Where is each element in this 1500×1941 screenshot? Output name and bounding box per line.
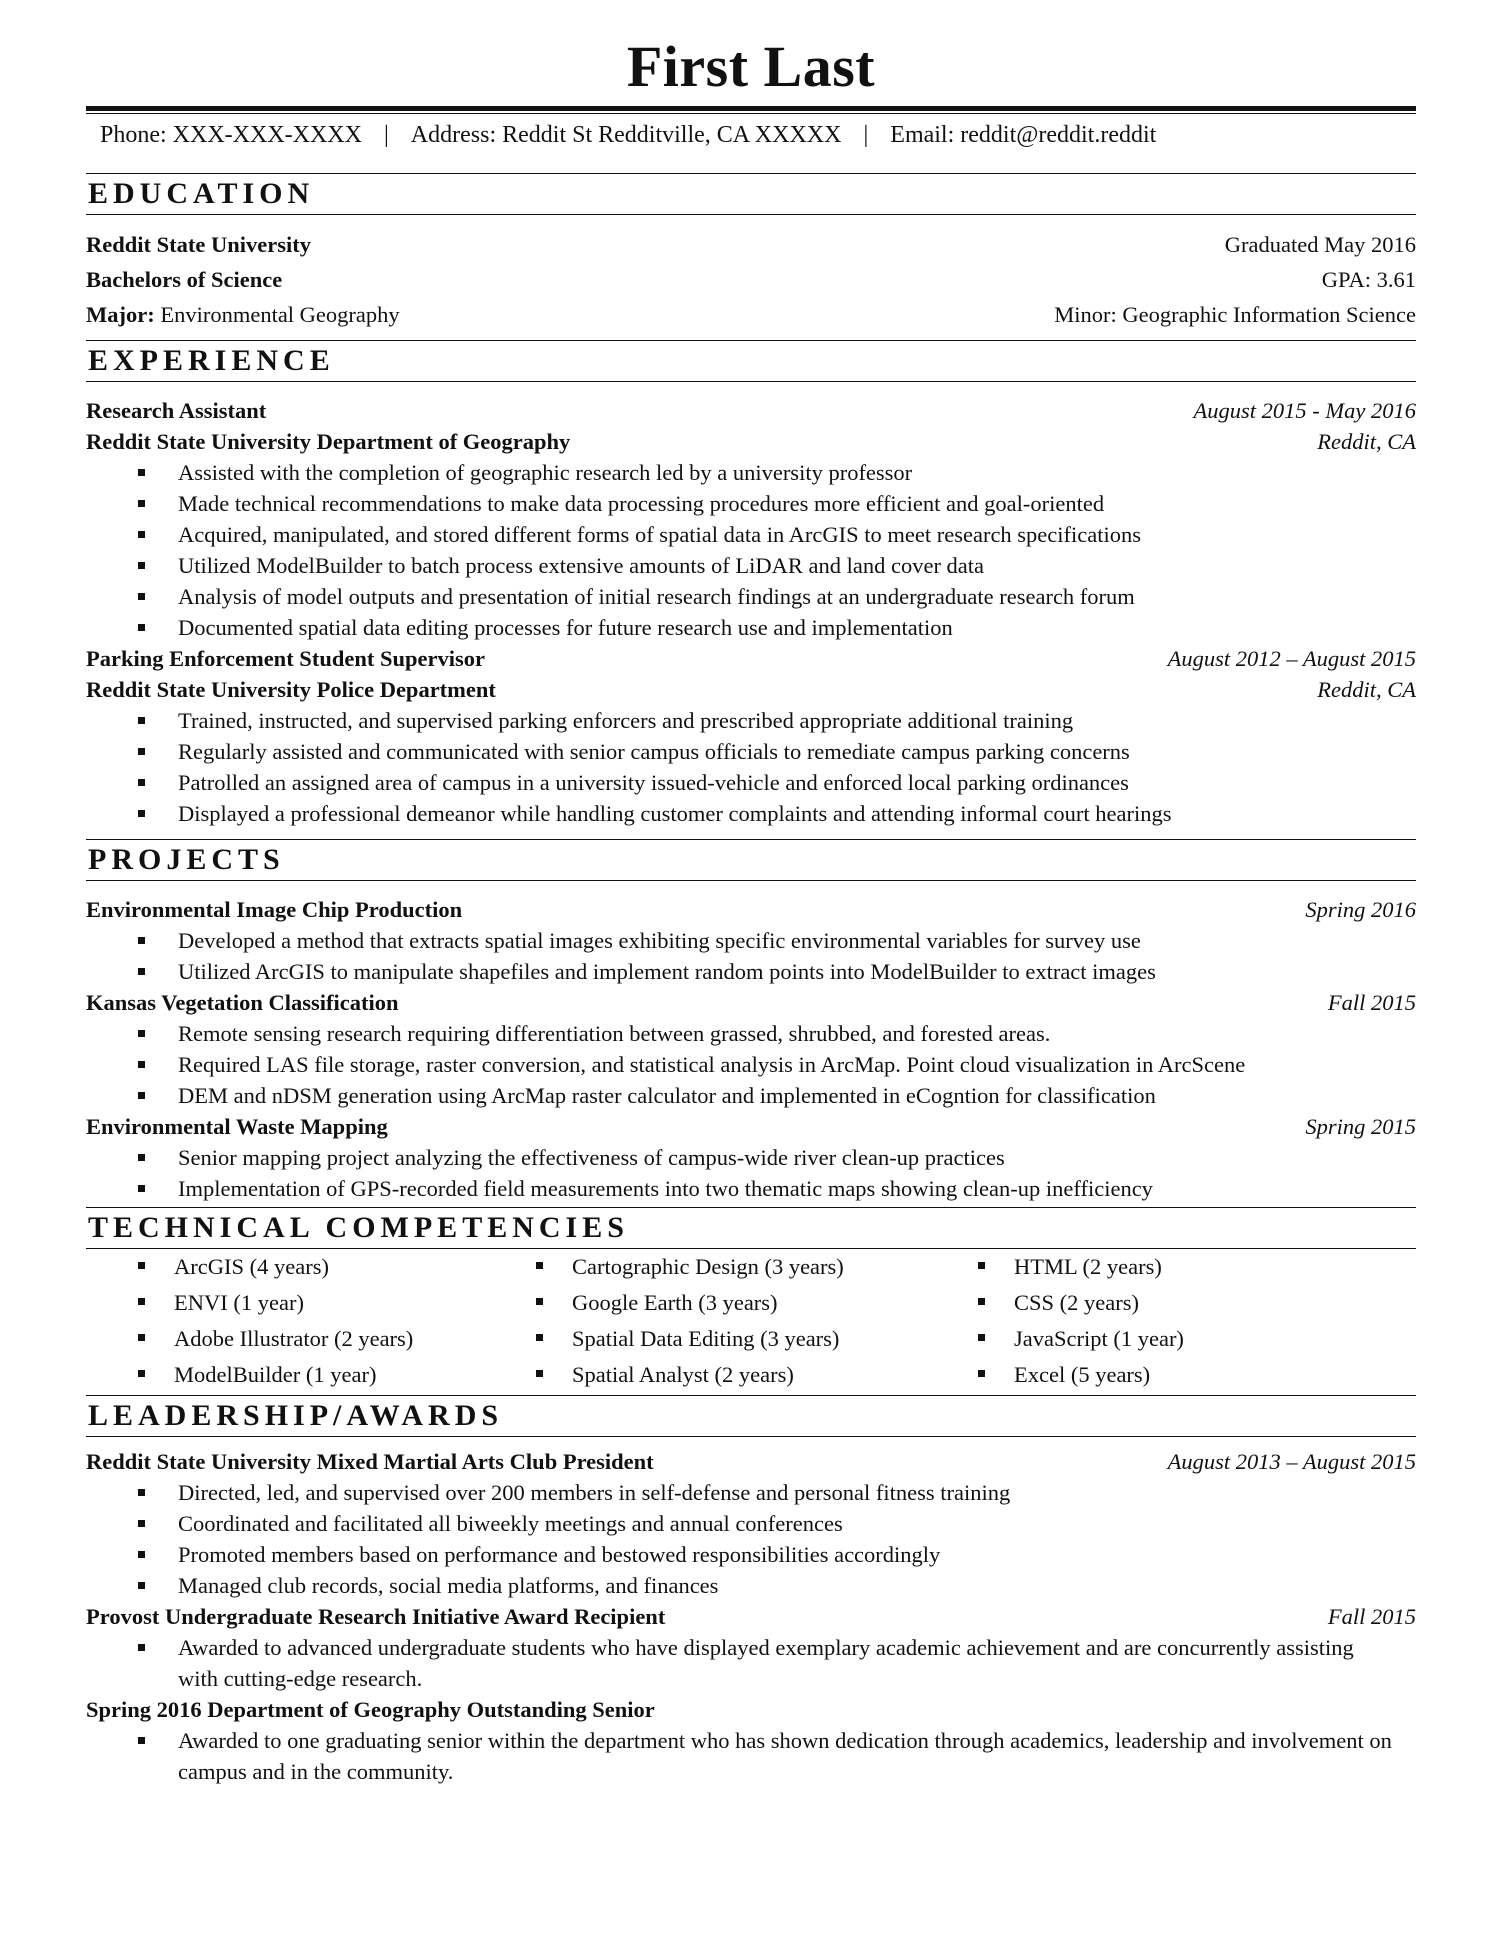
project-dates: Fall 2015 <box>1327 990 1416 1015</box>
education-row <box>86 262 1416 297</box>
award-title: Spring 2016 Department of Geography Outstanding Senior <box>86 1697 655 1722</box>
minor: Minor: Geographic Information Science <box>1054 302 1416 327</box>
project-title: Environmental Image Chip Production <box>86 897 463 922</box>
list-item: Google Earth (3 years) <box>528 1285 970 1321</box>
list-item: Remote sensing research requiring differentiation between grassed, shrubbed, and forested areas. <box>86 1018 1416 1049</box>
experience-section <box>86 340 1416 829</box>
list-item: Assisted with the completion of geographic research led by a university professor <box>86 457 1416 488</box>
list-item: Awarded to one graduating senior within the department who has shown dedication through academics, leadership and involvement on campus and in the community. <box>86 1725 1416 1787</box>
list-item: Coordinated and facilitated all biweekly meetings and annual conferences <box>86 1508 1416 1539</box>
project-dates: Spring 2015 <box>1305 1114 1416 1139</box>
list-item: Patrolled an assigned area of campus in a university issued-vehicle and enforced local parking ordinances <box>86 767 1416 798</box>
job-org-row <box>86 674 1416 705</box>
project-row <box>86 894 1416 925</box>
list-item: Implementation of GPS-recorded field measurements into two thematic maps showing clean-up inefficiency <box>86 1173 1416 1204</box>
phone: Phone: XXX-XXX-XXXX <box>100 122 362 148</box>
job-org-row <box>86 426 1416 457</box>
list-item: HTML (2 years) <box>970 1249 1412 1285</box>
list-item: JavaScript (1 year) <box>970 1321 1412 1357</box>
project-row <box>86 987 1416 1018</box>
contact-separator: | <box>863 122 869 148</box>
project-title: Kansas Vegetation Classification <box>86 990 399 1015</box>
education-section <box>86 173 1416 332</box>
list-item: Promoted members based on performance and bestowed responsibilities accordingly <box>86 1539 1416 1570</box>
job-title: Research Assistant <box>86 398 267 423</box>
list-item: Acquired, manipulated, and stored different forms of spatial data in ArcGIS to meet research specifications <box>86 519 1416 550</box>
competencies-section <box>86 1207 1416 1393</box>
leadership-heading: LEADERSHIP/AWARDS <box>86 1395 1416 1437</box>
list-item: Trained, instructed, and supervised parking enforcers and prescribed appropriate additional training <box>86 705 1416 736</box>
list-item: ArcGIS (4 years) <box>86 1249 528 1285</box>
list-item: Cartographic Design (3 years) <box>528 1249 970 1285</box>
major-label: Major: <box>86 302 155 327</box>
experience-heading: EXPERIENCE <box>86 340 1416 382</box>
list-item: ENVI (1 year) <box>86 1285 528 1321</box>
list-item: Spatial Data Editing (3 years) <box>528 1321 970 1357</box>
candidate-name: First Last <box>626 34 876 99</box>
job-dates: August 2015 - May 2016 <box>1193 398 1416 423</box>
award-row <box>86 1601 1416 1632</box>
award-bullets <box>86 1477 1416 1601</box>
project-title: Environmental Waste Mapping <box>86 1114 388 1139</box>
projects-section <box>86 839 1416 1204</box>
list-item: Displayed a professional demeanor while handling customer complaints and attending informal court hearings <box>86 798 1416 829</box>
job-location: Reddit, CA <box>1317 677 1416 702</box>
email: Email: reddit@reddit.reddit <box>890 122 1157 148</box>
list-item: Spatial Analyst (2 years) <box>528 1357 970 1393</box>
name-divider <box>86 106 1416 114</box>
award-row <box>86 1446 1416 1477</box>
award-dates: Fall 2015 <box>1327 1604 1416 1629</box>
job-title-row <box>86 395 1416 426</box>
award-title: Provost Undergraduate Research Initiative Award Recipient <box>86 1604 666 1629</box>
competencies-grid <box>86 1249 1416 1393</box>
job-org: Reddit State University Police Department <box>86 677 496 702</box>
award-dates: August 2013 – August 2015 <box>1167 1449 1416 1474</box>
project-bullets <box>86 925 1416 987</box>
award-bullets <box>86 1725 1416 1787</box>
award-row <box>86 1694 1416 1725</box>
job-bullets <box>86 457 1416 643</box>
list-item: ModelBuilder (1 year) <box>86 1357 528 1393</box>
leadership-section <box>86 1395 1416 1787</box>
competencies-heading: TECHNICAL COMPETENCIES <box>86 1207 1416 1249</box>
list-item: Directed, led, and supervised over 200 members in self-defense and personal fitness training <box>86 1477 1416 1508</box>
project-row <box>86 1111 1416 1142</box>
list-item: Regularly assisted and communicated with senior campus officials to remediate campus parking concerns <box>86 736 1416 767</box>
school-name: Reddit State University <box>86 232 311 257</box>
award-title: Reddit State University Mixed Martial Arts Club President <box>86 1449 654 1474</box>
contact-separator: | <box>383 122 389 148</box>
list-item: Documented spatial data editing processes for future research use and implementation <box>86 612 1416 643</box>
list-item: Awarded to advanced undergraduate students who have displayed exemplary academic achievement and are concurrently assisting with cutting-edge research. <box>86 1632 1416 1694</box>
list-item: Adobe Illustrator (2 years) <box>86 1321 528 1357</box>
award-bullets <box>86 1632 1416 1694</box>
projects-heading: PROJECTS <box>86 839 1416 881</box>
list-item: Analysis of model outputs and presentation of initial research findings at an undergraduate research forum <box>86 581 1416 612</box>
job-bullets <box>86 705 1416 829</box>
gpa: GPA: 3.61 <box>1321 267 1416 292</box>
list-item: Senior mapping project analyzing the effectiveness of campus-wide river clean-up practices <box>86 1142 1416 1173</box>
list-item: CSS (2 years) <box>970 1285 1412 1321</box>
list-item: Utilized ArcGIS to manipulate shapefiles and implement random points into ModelBuilder to extract images <box>86 956 1416 987</box>
job-title: Parking Enforcement Student Supervisor <box>86 646 485 671</box>
list-item: Developed a method that extracts spatial images exhibiting specific environmental variables for survey use <box>86 925 1416 956</box>
list-item: Made technical recommendations to make data processing procedures more efficient and goal-oriented <box>86 488 1416 519</box>
list-item: Required LAS file storage, raster conversion, and statistical analysis in ArcMap. Point cloud visualization in ArcScene <box>86 1049 1416 1080</box>
contact-line <box>86 117 1416 153</box>
project-bullets <box>86 1142 1416 1204</box>
education-heading: EDUCATION <box>86 173 1416 215</box>
list-item: Utilized ModelBuilder to batch process extensive amounts of LiDAR and land cover data <box>86 550 1416 581</box>
education-row <box>86 227 1416 262</box>
major-value: Environmental Geography <box>154 302 400 327</box>
graduation-date: Graduated May 2016 <box>1224 232 1416 257</box>
education-row <box>86 297 1416 332</box>
job-org: Reddit State University Department of Geography <box>86 429 571 454</box>
degree: Bachelors of Science <box>86 267 283 292</box>
resume-page <box>86 0 1416 1787</box>
project-bullets <box>86 1018 1416 1111</box>
major <box>86 297 400 332</box>
project-dates: Spring 2016 <box>1305 897 1416 922</box>
job-title-row <box>86 643 1416 674</box>
list-item: DEM and nDSM generation using ArcMap raster calculator and implemented in eCogntion for classification <box>86 1080 1416 1111</box>
list-item: Excel (5 years) <box>970 1357 1412 1393</box>
job-dates: August 2012 – August 2015 <box>1167 646 1416 671</box>
address: Address: Reddit St Redditville, CA XXXXX <box>410 122 842 148</box>
job-location: Reddit, CA <box>1317 429 1416 454</box>
list-item: Managed club records, social media platforms, and finances <box>86 1570 1416 1601</box>
